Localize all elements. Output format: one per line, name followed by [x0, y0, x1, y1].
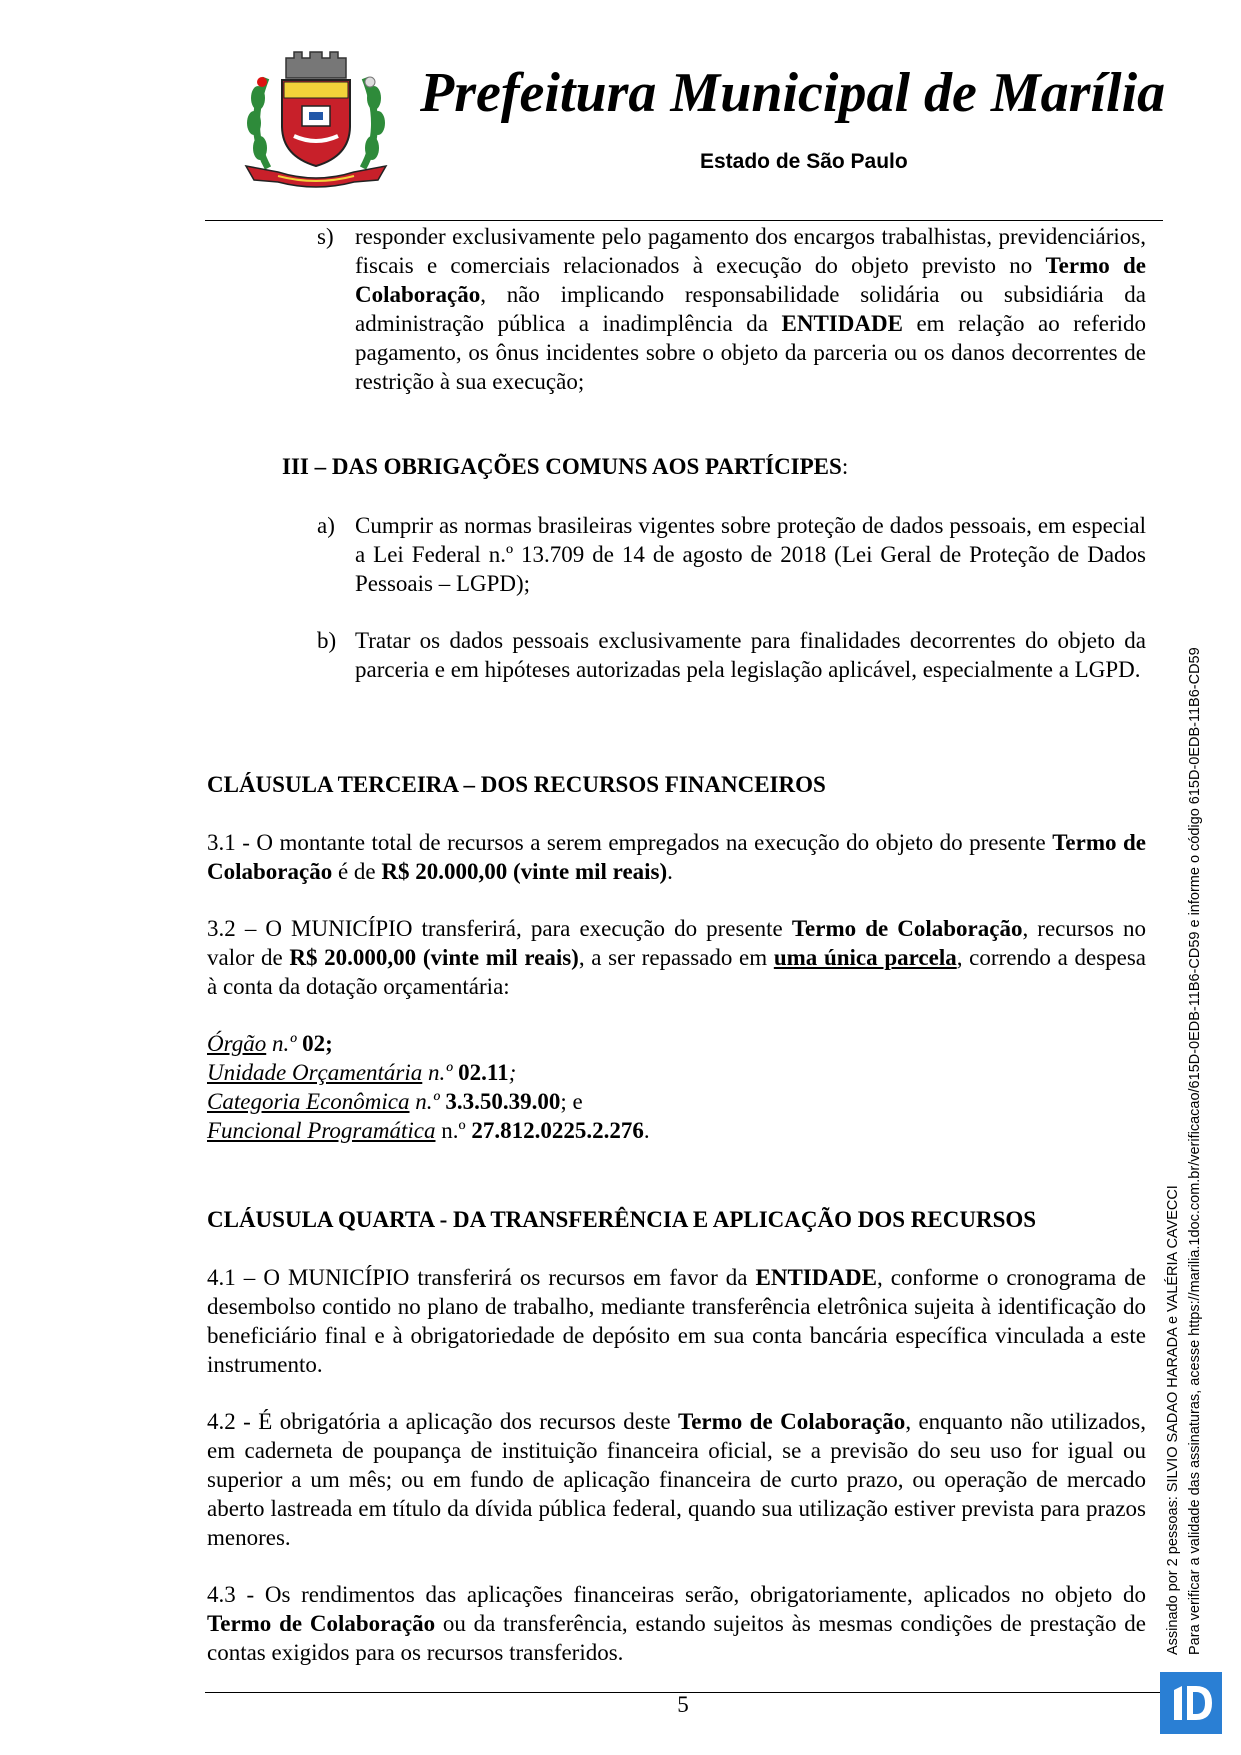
paragraph-4-2: 4.2 - É obrigatória a aplicação dos recursos deste Termo de Colaboração, enquanto não utilizados, em caderneta de poupança de instituição financeira oficial, se a previsão do seu uso for igual ou superior a um mês; ou em fundo de aplicação financeira de curto prazo, ou operação de mercado aberto lastreada em título da dívida pública federal, quando sua utilização estiver prevista para prazos menores. — [207, 1409, 1146, 1550]
budget-row: Órgão n.º 02; — [207, 1031, 333, 1056]
verification-link[interactable]: Para verificar a validade das assinaturas, acesse https://marilia.1doc.com.br/verificacao/615D-0EDB-11B6-CD59 e informe o código 615D-0EDB-11B6-CD59 — [1187, 647, 1203, 1655]
list-item-b — [317, 626, 1146, 716]
list-item-text: Cumprir as normas brasileiras vigentes sobre proteção de dados pessoais, em especial a Lei Federal n.º 13.709 de 14 de agosto de 2018 (Lei Geral de Proteção de Dados Pessoais – LGPD); — [355, 513, 1146, 596]
list-marker: s) — [317, 224, 334, 249]
page-number: 5 — [677, 1692, 689, 1717]
list-marker: b) — [317, 628, 337, 653]
budget-row: Categoria Econômica n.º 3.3.50.39.00; e — [207, 1089, 583, 1114]
paragraph-3-1: 3.1 - O montante total de recursos a serem empregados na execução do objeto do presente Termo de Colaboração é de R$ 20.000,00 (vinte mil reais). — [207, 830, 1146, 884]
budget-row: Unidade Orçamentária n.º 02.11; — [207, 1060, 517, 1085]
list-marker: a) — [317, 513, 335, 538]
list-item-a — [317, 511, 1146, 601]
header-divider — [205, 220, 1163, 221]
list-item-text: responder exclusivamente pelo pagamento dos encargos trabalhistas, previdenciários, fiscais e comerciais relacionados à execução do objeto previsto no Termo de Colaboração, não implicando responsabilidade solidária ou subsidiária da administração pública a inadimplência da ENTIDADE em relação ao referido pagamento, os ônus incidentes sobre o objeto da parceria ou os danos decorrentes de restrição à sua execução; — [355, 224, 1146, 394]
budget-row: Funcional Programática n.º 27.812.0225.2.276. — [207, 1118, 650, 1143]
section-heading: III – DAS OBRIGAÇÕES COMUNS AOS PARTÍCIPES: — [282, 454, 849, 479]
municipal-coat-of-arms-icon — [238, 48, 393, 190]
municipality-title: Prefeitura Municipal de Marília — [420, 62, 1166, 124]
budget-allocation — [207, 1029, 650, 1145]
list-item-text: Tratar os dados pessoais exclusivamente para finalidades decorrentes do objeto da parceria e em hipóteses autorizadas pela legislação aplicável, especialmente a LGPD. — [355, 628, 1146, 682]
1doc-logo-icon — [1160, 1672, 1222, 1734]
paragraph-3-2: 3.2 – O MUNICÍPIO transferirá, para execução do presente Termo de Colaboração, recursos no valor de R$ 20.000,00 (vinte mil reais), a ser repassado em uma única parcela, correndo a despesa à conta da dotação orçamentária: — [207, 916, 1147, 999]
list-item-s — [317, 222, 1146, 397]
state-subtitle: Estado de São Paulo — [700, 150, 908, 173]
paragraph-4-3: 4.3 - Os rendimentos das aplicações financeiras serão, obrigatoriamente, aplicados no objeto do Termo de Colaboração ou da transferência, estando sujeitos às mesmas condições de prestação de contas exigidos para os recursos transferidos. — [207, 1582, 1146, 1665]
clause-heading: CLÁUSULA TERCEIRA – DOS RECURSOS FINANCEIROS — [207, 772, 826, 797]
paragraph-4-1: 4.1 – O MUNICÍPIO transferirá os recursos em favor da ENTIDADE, conforme o cronograma de desembolso contido no plano de trabalho, mediante transferência eletrônica sujeita à identificação do beneficiário final e à obrigatoriedade de depósito em sua conta bancária específica vinculada a este instrumento. — [207, 1265, 1146, 1377]
signature-notice: Assinado por 2 pessoas: SILVIO SADAO HARADA e VALÉRIA CAVECCI — [1165, 1185, 1181, 1655]
clause-heading: CLÁUSULA QUARTA - DA TRANSFERÊNCIA E APLICAÇÃO DOS RECURSOS — [207, 1207, 1037, 1232]
